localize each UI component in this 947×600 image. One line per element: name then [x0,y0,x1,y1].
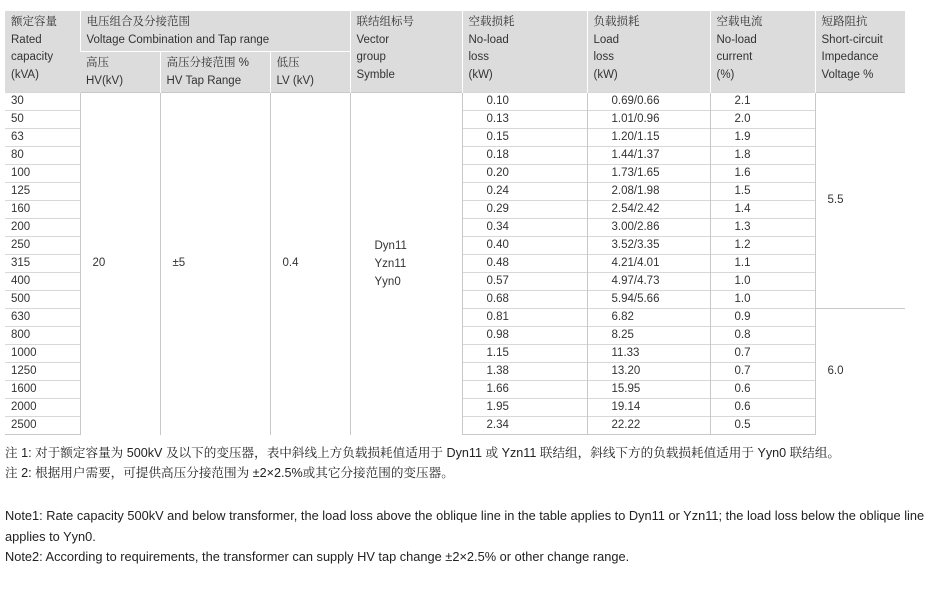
noload-loss-cell: 0.40 [462,237,587,255]
load-loss-cell: 3.52/3.35 [587,237,710,255]
noload-loss-cell: 0.10 [462,93,587,111]
header-hv-line: 高压 [86,57,109,69]
hv-cell: 20 [80,93,160,435]
header-noload-current-line: current [716,51,753,63]
noload-loss-cell: 0.13 [462,111,587,129]
header-vector-group-line: Symble [356,68,395,81]
noload-current-cell: 1.0 [710,273,815,291]
vector-group-item: Yzn11 [374,257,407,270]
noload-current-cell: 1.3 [710,219,815,237]
noload-loss-cell: 0.48 [462,255,587,273]
noload-current-cell: 1.0 [710,291,815,309]
vector-group-item: Dyn11 [374,239,407,252]
header-lv-line: 低压 [276,57,300,69]
noload-current-cell: 0.6 [710,381,815,399]
capacity-cell: 400 [5,273,80,291]
noload-loss-cell: 1.15 [462,345,587,363]
header-tap-range-line: HV Tap Range [166,74,242,87]
load-loss-cell: 1.44/1.37 [587,147,710,165]
header-load-loss [587,11,710,93]
noload-loss-cell: 0.20 [462,165,587,183]
header-lv-line: LV (kV) [276,74,314,87]
noload-current-cell: 0.5 [710,417,815,435]
transformer-spec-table [5,11,905,435]
header-load-loss-line: loss [593,51,614,63]
header-hv-line: HV(kV) [86,74,124,87]
load-loss-cell: 4.97/4.73 [587,273,710,291]
header-noload-loss-line: (kW) [468,68,493,81]
note-zh-1: 注 1: 对于额定容量为 500kV 及以下的变压器，表中斜线上方负载损耗值适用于 Dyn11 或 Yzn11 联结组，斜线下方的负载损耗值适用于 Yyn0 联结组。 [5,446,841,460]
header-impedance-line: Impedance [821,51,879,63]
header-hv [80,52,160,93]
header-capacity-line: 额定容量 [11,16,57,28]
header-capacity-line: Rated [11,33,42,46]
noload-current-cell: 0.7 [710,363,815,381]
capacity-cell: 500 [5,291,80,309]
header-noload-loss-line: 空载损耗 [468,16,515,28]
header-noload-current [710,11,815,93]
capacity-cell: 80 [5,147,80,165]
header-noload-current-line: No-load [716,33,757,46]
noload-current-cell: 1.2 [710,237,815,255]
noload-loss-cell: 0.29 [462,201,587,219]
capacity-cell: 200 [5,219,80,237]
capacity-cell: 100 [5,165,80,183]
table-header [5,11,905,93]
note-zh-2: 注 2: 根据用户需要，可提供高压分接范围为 ±2×2.5%或其它分接范围的变压器。 [5,466,454,480]
noload-current-cell: 2.0 [710,111,815,129]
noload-current-cell: 0.6 [710,399,815,417]
header-capacity-line: capacity [11,51,54,63]
noload-loss-cell: 2.34 [462,417,587,435]
load-loss-cell: 5.94/5.66 [587,291,710,309]
capacity-cell: 800 [5,327,80,345]
noload-loss-cell: 1.38 [462,363,587,381]
noload-current-cell: 0.8 [710,327,815,345]
load-loss-cell: 2.08/1.98 [587,183,710,201]
impedance-cell: 6.0 [815,309,905,435]
load-loss-cell: 6.82 [587,309,710,327]
header-vector-group-line: group [356,51,386,63]
load-loss-cell: 1.01/0.96 [587,111,710,129]
note-en-1: Note1: Rate capacity 500kV and below transformer, the load loss above the oblique line in the table applies to Dyn11 or Yzn11; the load loss below the oblique line applies to Yyn0. [5,508,925,544]
notes-en [5,506,947,568]
noload-current-cell: 2.1 [710,93,815,111]
header-noload-current-line: 空载电流 [716,16,763,28]
table-row [5,93,905,111]
header-voltage-group-line: 电压组合及分接范围 [86,16,190,28]
capacity-cell: 50 [5,111,80,129]
load-loss-cell: 1.73/1.65 [587,165,710,183]
header-capacity-line: (kVA) [11,68,39,81]
header-tap-range [160,52,270,93]
noload-loss-cell: 1.66 [462,381,587,399]
header-lv [270,52,350,93]
capacity-cell: 2500 [5,417,80,435]
header-noload-current-line: (%) [716,68,735,81]
header-impedance-line: 短路阻抗 [821,16,868,28]
load-loss-cell: 2.54/2.42 [587,201,710,219]
header-load-loss-line: Load [593,33,620,46]
noload-current-cell: 0.9 [710,309,815,327]
capacity-cell: 250 [5,237,80,255]
load-loss-cell: 15.95 [587,381,710,399]
header-voltage-group [80,11,350,52]
load-loss-cell: 0.69/0.66 [587,93,710,111]
vector-group-item: Yyn0 [374,275,401,288]
noload-current-cell: 1.6 [710,165,815,183]
capacity-cell: 30 [5,93,80,111]
header-noload-loss [462,11,587,93]
noload-loss-cell: 0.68 [462,291,587,309]
capacity-cell: 1250 [5,363,80,381]
lv-cell: 0.4 [270,93,350,435]
load-loss-cell: 11.33 [587,345,710,363]
load-loss-cell: 4.21/4.01 [587,255,710,273]
noload-current-cell: 1.5 [710,183,815,201]
vector-group-cell [350,93,462,435]
capacity-cell: 125 [5,183,80,201]
header-impedance [815,11,905,93]
noload-loss-cell: 0.18 [462,147,587,165]
noload-current-cell: 1.4 [710,201,815,219]
table-body [5,93,905,435]
impedance-cell: 5.5 [815,93,905,309]
load-loss-cell: 22.22 [587,417,710,435]
capacity-cell: 2000 [5,399,80,417]
header-voltage-group-line: Voltage Combination and Tap range [86,33,270,46]
header-vector-group-line: 联结组标号 [356,16,414,28]
capacity-cell: 630 [5,309,80,327]
noload-loss-cell: 0.34 [462,219,587,237]
noload-loss-cell: 0.15 [462,129,587,147]
header-load-loss-line: 负载损耗 [593,16,640,28]
noload-current-cell: 1.1 [710,255,815,273]
header-impedance-line: Voltage % [821,68,874,81]
load-loss-cell: 19.14 [587,399,710,417]
header-vector-group [350,11,462,93]
noload-current-cell: 1.9 [710,129,815,147]
load-loss-cell: 1.20/1.15 [587,129,710,147]
header-noload-loss-line: No-load [468,33,509,46]
capacity-cell: 1000 [5,345,80,363]
capacity-cell: 63 [5,129,80,147]
load-loss-cell: 8.25 [587,327,710,345]
noload-current-cell: 1.8 [710,147,815,165]
capacity-cell: 315 [5,255,80,273]
noload-loss-cell: 0.57 [462,273,587,291]
header-vector-group-line: Vector [356,33,390,46]
noload-loss-cell: 0.24 [462,183,587,201]
header-row [5,11,905,52]
noload-loss-cell: 0.98 [462,327,587,345]
capacity-cell: 160 [5,201,80,219]
header-capacity [5,11,80,93]
header-noload-loss-line: loss [468,51,489,63]
header-load-loss-line: (kW) [593,68,618,81]
load-loss-cell: 3.00/2.86 [587,219,710,237]
header-tap-range-line: 高压分接范围 % [166,57,249,69]
load-loss-cell: 13.20 [587,363,710,381]
header-impedance-line: Short-circuit [821,33,883,46]
noload-loss-cell: 0.81 [462,309,587,327]
capacity-cell: 1600 [5,381,80,399]
tap-range-cell: ±5 [160,93,270,435]
note-en-2: Note2: According to requirements, the transformer can supply HV tap change ±2×2.5% or other change range. [5,549,630,564]
noload-current-cell: 0.7 [710,345,815,363]
noload-loss-cell: 1.95 [462,399,587,417]
